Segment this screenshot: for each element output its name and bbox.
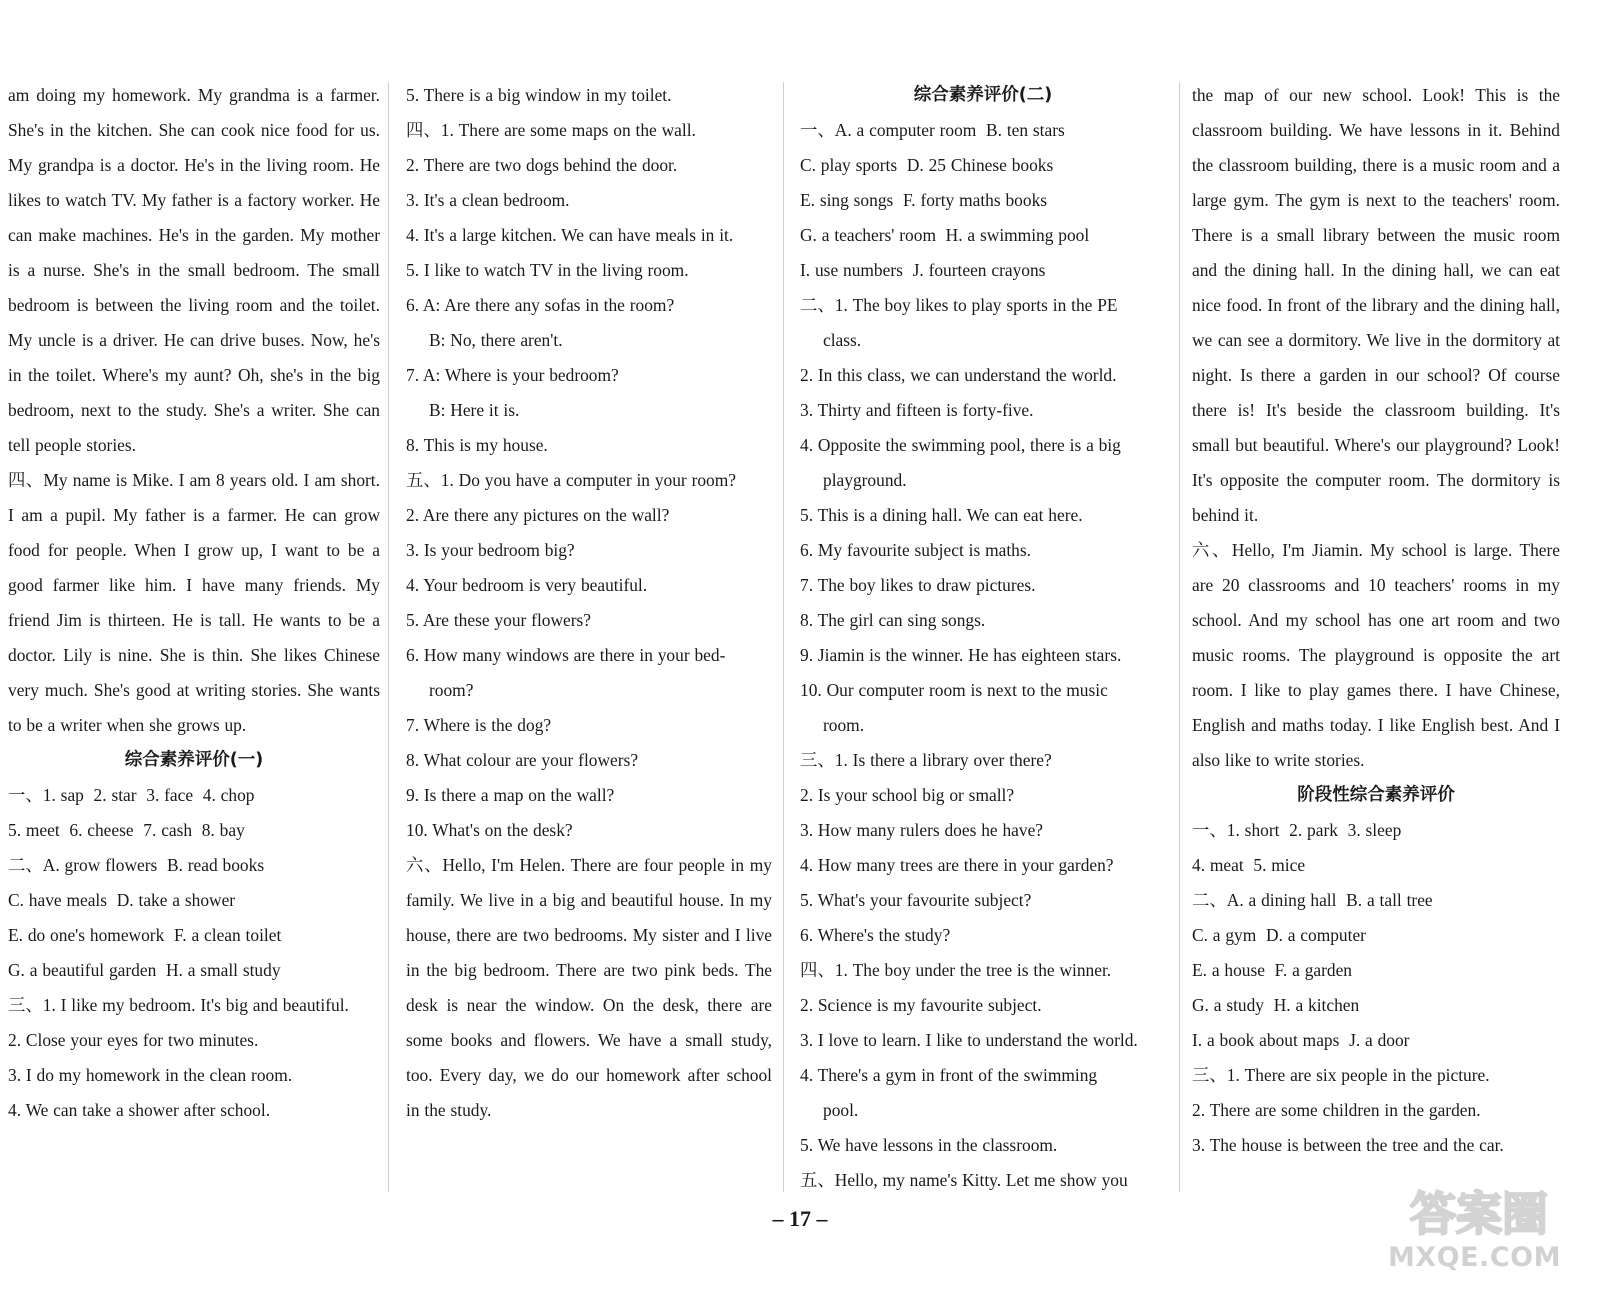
paragraph-mike-story: 四、My name is Mike. I am 8 years old. I am short. I am a pupil. My father is a farmer. He can grow food for people. When I grow up, I want to be a good farmer like him. I have many friends. My friend Jim is thirteen. He is tall. He wants to be a doctor. Lily is nine. She is thin. She likes Chinese very much. She's good at writing stories. She wants to be a writer when she grows up.	[8, 470, 380, 735]
answer-line: 2. Science is my favourite subject.	[800, 995, 1042, 1015]
answer-line: 二、A. grow flowers B. read books	[8, 855, 265, 875]
answer-line: 4. meat 5. mice	[1192, 855, 1306, 875]
answer-line: 一、1. short 2. park 3. sleep	[1192, 820, 1402, 840]
column-divider	[1179, 82, 1180, 1192]
answer-line: 4. Your bedroom is very beautiful.	[406, 575, 648, 595]
answer-line: 2. There are two dogs behind the door.	[406, 155, 678, 175]
answer-line: 6. How many windows are there in your bed-	[406, 645, 726, 665]
answer-line: 一、1. sap 2. star 3. face 4. chop	[8, 785, 255, 805]
paragraph-jiamin-story: 六、Hello, I'm Jiamin. My school is large. There are 20 classrooms and 10 teachers' rooms in my school. And my school has one art room and two music rooms. The playground is opposite the art room. I like to play games there. I have Chinese, English and maths today. I like English best. And I also like to write stories.	[1192, 540, 1560, 770]
answer-line: 2. Is your school big or small?	[800, 785, 1015, 805]
paragraph-helen-story: 六、Hello, I'm Helen. There are four people in my family. We live in a big and beautiful house. In my house, there are two bedrooms. My sister and I live in the big bedroom. There are two pink beds. The desk is near the window. On the desk, there are some books and flowers. We have a small study, too. Every day, we do our homework after school in the study.	[406, 855, 772, 1120]
watermark-url: MXQE.COM	[1388, 1242, 1561, 1273]
answer-line: 二、A. a dining hall B. a tall tree	[1192, 890, 1433, 910]
watermark-chinese-logo-icon	[1384, 1186, 1574, 1238]
answer-line: 6. My favourite subject is maths.	[800, 540, 1031, 560]
answer-column-4	[1192, 78, 1560, 1223]
answer-line: 三、1. I like my bedroom. It's big and beautiful.	[8, 995, 349, 1015]
answer-line: E. do one's homework F. a clean toilet	[8, 925, 282, 945]
answer-line: 6. A: Are there any sofas in the room?	[406, 295, 675, 315]
answer-line: 9. Jiamin is the winner. He has eighteen stars.	[800, 645, 1122, 665]
answer-line: E. sing songs F. forty maths books	[800, 190, 1048, 210]
answer-line: 2. There are some children in the garden.	[1192, 1100, 1481, 1120]
answer-line: 10. What's on the desk?	[406, 820, 573, 840]
answer-line: 2. Are there any pictures on the wall?	[406, 505, 670, 525]
answer-line: 9. Is there a map on the wall?	[406, 785, 615, 805]
answer-line: 3. It's a clean bedroom.	[406, 190, 570, 210]
answer-column-1	[8, 78, 380, 1223]
answer-line: 4. How many trees are there in your garden?	[800, 855, 1114, 875]
section-heading-stage-eval: 阶段性综合素养评价	[1297, 785, 1455, 805]
answer-column-2	[406, 78, 772, 1223]
answer-line: 5. Are these your flowers?	[406, 610, 592, 630]
answer-line: 四、1. There are some maps on the wall.	[406, 120, 696, 140]
answer-line: E. a house F. a garden	[1192, 960, 1353, 980]
answer-line: 五、Hello, my name's Kitty. Let me show you	[800, 1170, 1128, 1190]
answer-line: 2. In this class, we can understand the world.	[800, 365, 1117, 385]
answer-line: 四、1. The boy under the tree is the winner.	[800, 960, 1112, 980]
section-heading-eval-1: 综合素养评价(一)	[124, 750, 264, 770]
watermark-logo	[1384, 1186, 1574, 1278]
paragraph-kitty-story: the map of our new school. Look! This is the classroom building. We have lessons in it. Behind the classroom building, there is a music room and a large gym. The gym is next to the teachers' room. There is a small library between the music room and the dining hall. In the dining hall, we can eat nice food. In front of the library and the dining hall, we can see a dormitory. We live in the dormitory at night. Is there a garden in our school? Of course there is! It's beside the classroom building. It's small but beautiful. Where's our playground? Look! It's opposite the computer room. The dormitory is behind it.	[1192, 85, 1560, 525]
column-divider	[388, 82, 389, 1192]
answer-line: 8. This is my house.	[406, 435, 548, 455]
answer-line: 三、1. Is there a library over there?	[800, 750, 1052, 770]
svg-text:答案圈: 答案圈	[1410, 1187, 1548, 1238]
answer-line: C. a gym D. a computer	[1192, 925, 1366, 945]
answer-line: room.	[823, 715, 865, 735]
answer-line: 2. Close your eyes for two minutes.	[8, 1030, 259, 1050]
answer-line: C. play sports D. 25 Chinese books	[800, 155, 1054, 175]
section-heading-eval-2: 综合素养评价(二)	[913, 85, 1053, 105]
answer-line: 3. How many rulers does he have?	[800, 820, 1044, 840]
answer-line: 7. Where is the dog?	[406, 715, 552, 735]
answer-line: 3. The house is between the tree and the car.	[1192, 1135, 1504, 1155]
answer-line: I. a book about maps J. a door	[1192, 1030, 1410, 1050]
answer-line: 3. Thirty and fifteen is forty-five.	[800, 400, 1034, 420]
answer-line: 4. Opposite the swimming pool, there is a big	[800, 435, 1121, 455]
answer-line: 5. There is a big window in my toilet.	[406, 85, 672, 105]
answer-line: B: No, there aren't.	[429, 330, 563, 350]
answer-line: G. a beautiful garden H. a small study	[8, 960, 281, 980]
answer-line: class.	[823, 330, 862, 350]
answer-line: playground.	[823, 470, 907, 490]
answer-line: C. have meals D. take a shower	[8, 890, 236, 910]
answer-line: pool.	[823, 1100, 859, 1120]
answer-line: 3. Is your bedroom big?	[406, 540, 575, 560]
answer-line: 4. We can take a shower after school.	[8, 1100, 271, 1120]
answer-line: 5. We have lessons in the classroom.	[800, 1135, 1058, 1155]
answer-line: 五、1. Do you have a computer in your room?	[406, 470, 736, 490]
answer-line: 4. There's a gym in front of the swimming	[800, 1065, 1098, 1085]
answer-line: 5. This is a dining hall. We can eat here.	[800, 505, 1083, 525]
answer-line: 5. What's your favourite subject?	[800, 890, 1032, 910]
answer-line: 4. It's a large kitchen. We can have meals in it.	[406, 225, 734, 245]
column-divider	[783, 82, 784, 1192]
answer-line: room?	[429, 680, 474, 700]
answer-line: G. a teachers' room H. a swimming pool	[800, 225, 1090, 245]
answer-line: I. use numbers J. fourteen crayons	[800, 260, 1046, 280]
answer-line: B: Here it is.	[429, 400, 520, 420]
answer-line: G. a study H. a kitchen	[1192, 995, 1360, 1015]
answer-line: 3. I do my homework in the clean room.	[8, 1065, 293, 1085]
answer-line: 三、1. There are six people in the picture.	[1192, 1065, 1490, 1085]
answer-line: 5. meet 6. cheese 7. cash 8. bay	[8, 820, 245, 840]
answer-line: 8. The girl can sing songs.	[800, 610, 986, 630]
answer-column-3	[800, 78, 1166, 1223]
answer-line: 5. I like to watch TV in the living room.	[406, 260, 689, 280]
answer-line: 3. I love to learn. I like to understand the world.	[800, 1030, 1138, 1050]
answer-line: 7. A: Where is your bedroom?	[406, 365, 619, 385]
paragraph-family-story: am doing my homework. My grandma is a farmer. She's in the kitchen. She can cook nice food for us. My grandpa is a doctor. He's in the living room. He likes to watch TV. My father is a factory worker. He can make machines. He's in the garden. My mother is a nurse. She's in the small bedroom. The small bedroom is between the living room and the toilet. My uncle is a driver. He can drive buses. Now, he's in the toilet. Where's my aunt? Oh, she's in the big bedroom, next to the study. She's a writer. She can tell people stories.	[8, 85, 380, 455]
answer-line: 7. The boy likes to draw pictures.	[800, 575, 1036, 595]
answer-line: 8. What colour are your flowers?	[406, 750, 639, 770]
page-number: – 17 –	[772, 1206, 828, 1231]
answer-line: 10. Our computer room is next to the music	[800, 680, 1108, 700]
answer-line: 二、1. The boy likes to play sports in the PE	[800, 295, 1118, 315]
answer-line: 一、A. a computer room B. ten stars	[800, 120, 1065, 140]
answer-line: 6. Where's the study?	[800, 925, 951, 945]
